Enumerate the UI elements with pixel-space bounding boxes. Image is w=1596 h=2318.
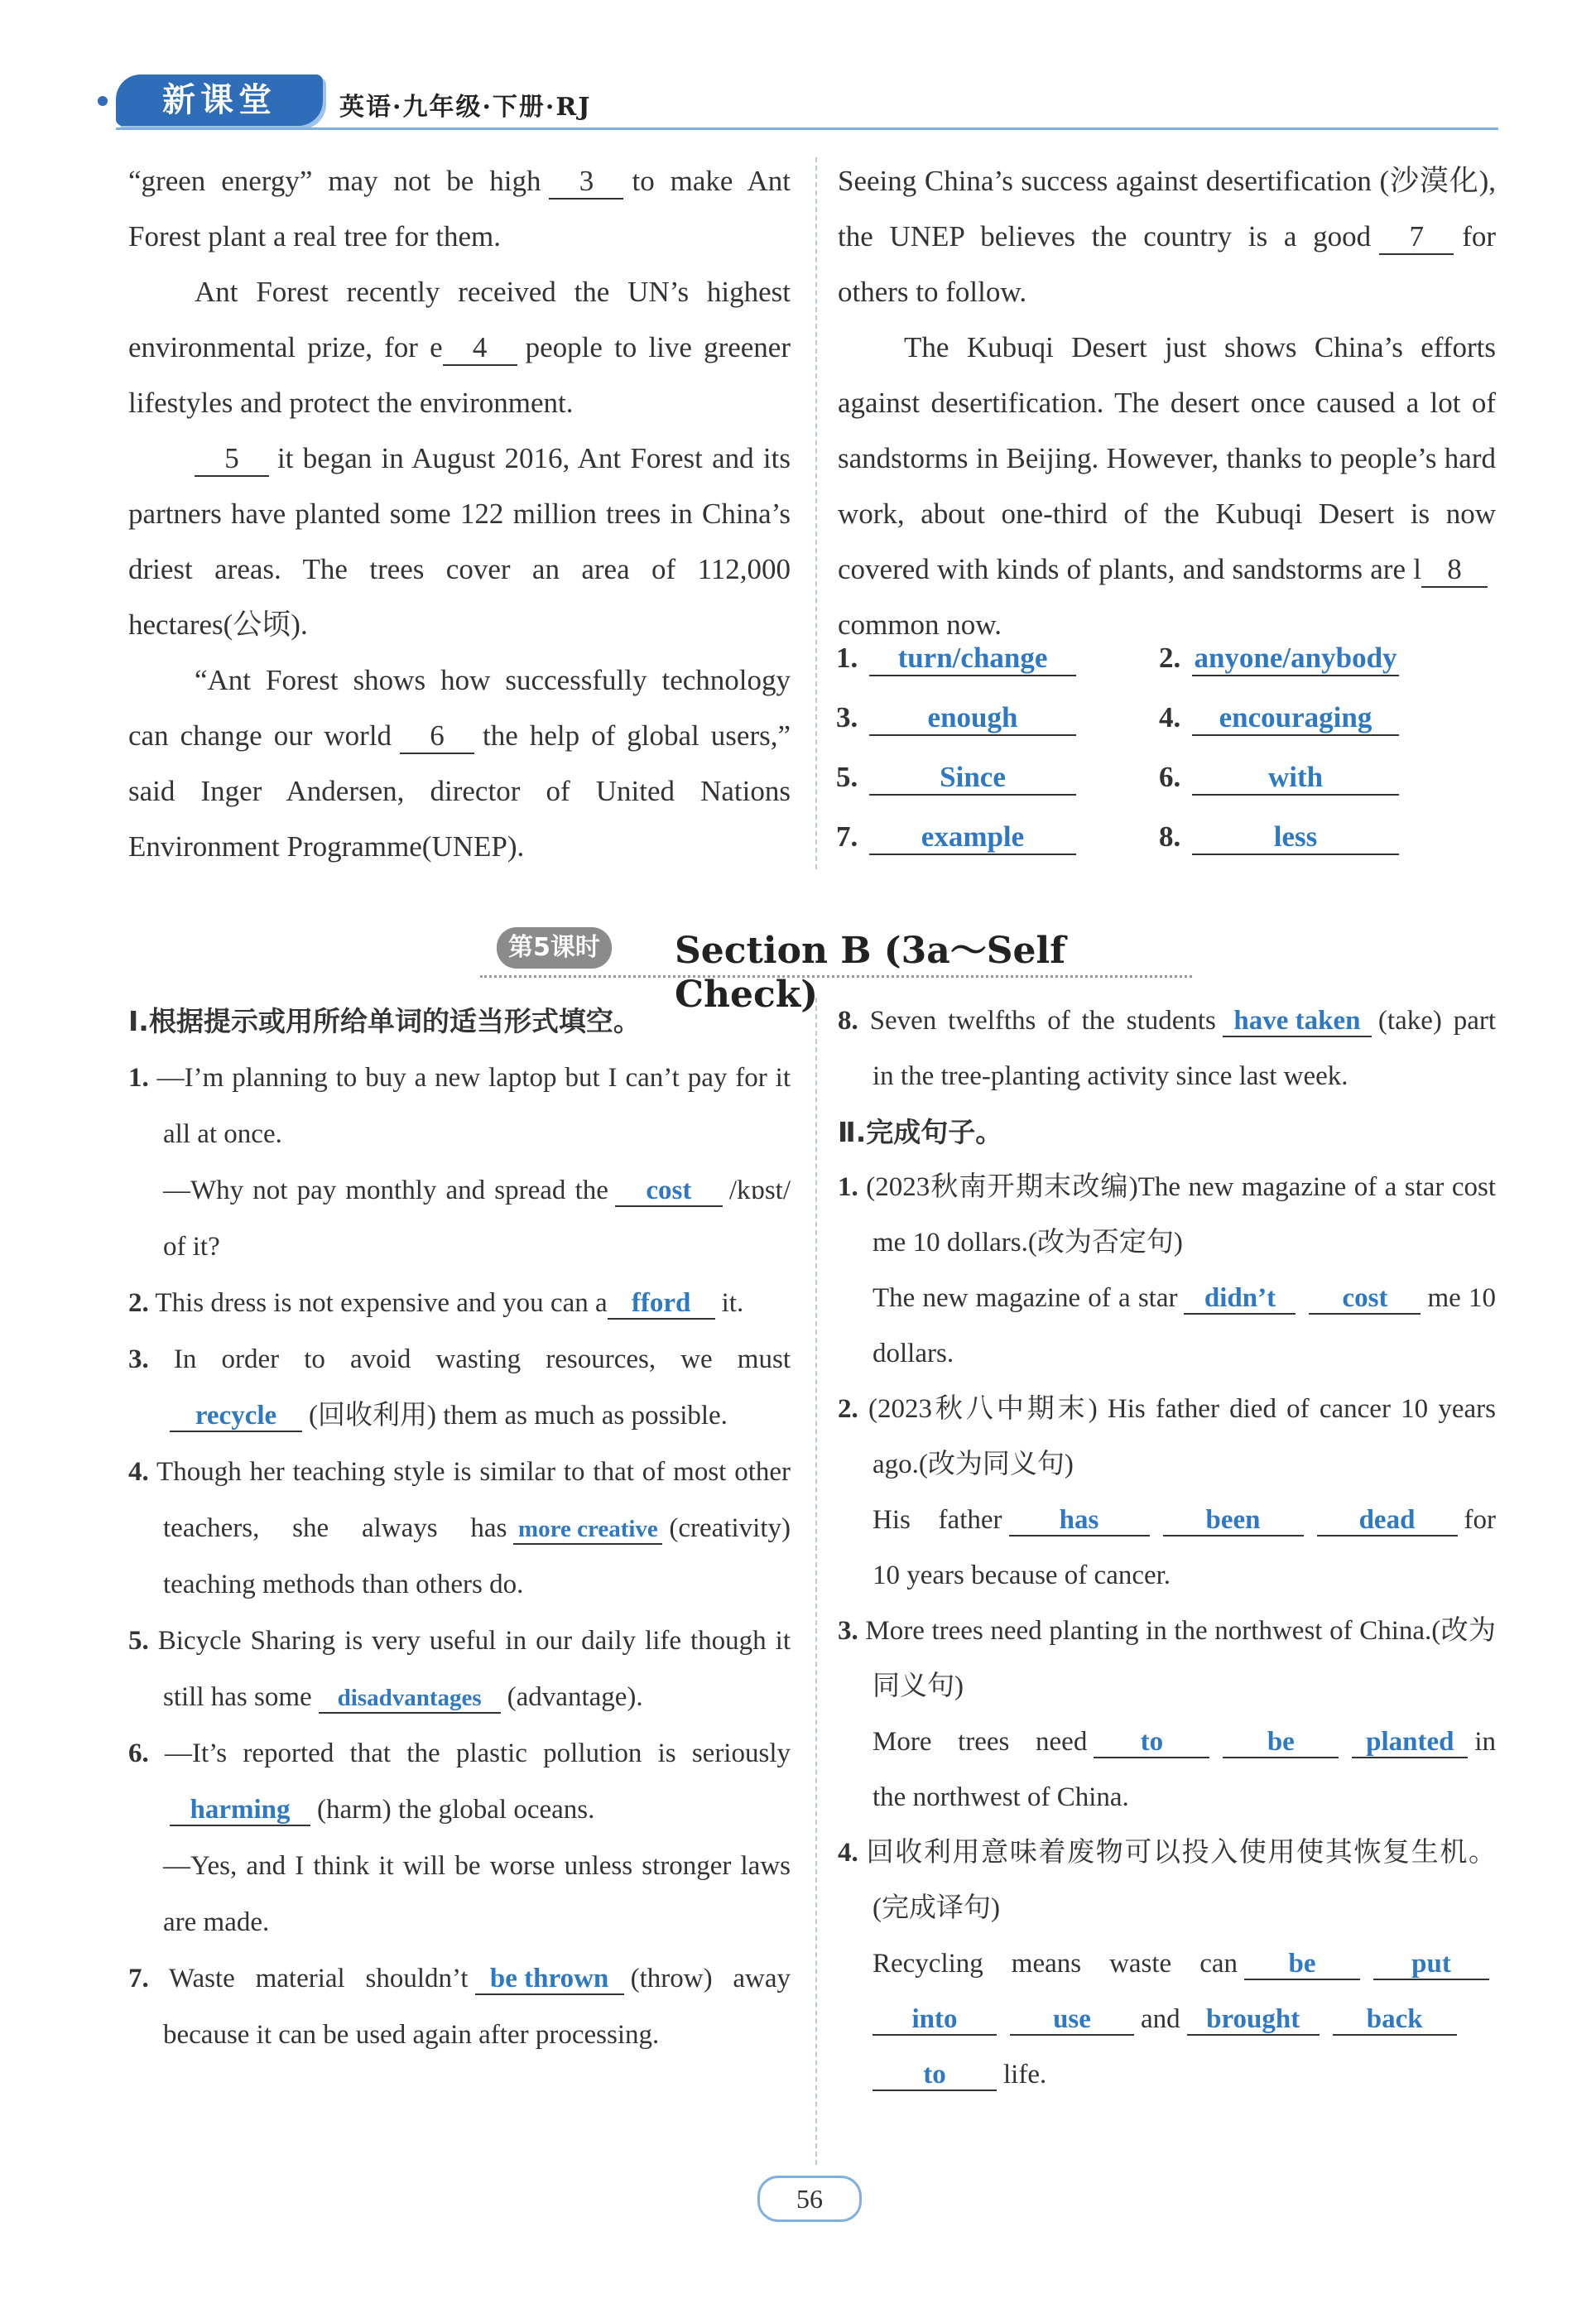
question-8 bbox=[838, 993, 1496, 1104]
answer-text: brought bbox=[1187, 2004, 1320, 2036]
answer-key-top bbox=[836, 642, 1498, 880]
text: to make Ant Forest plant a real tree for them. bbox=[128, 165, 791, 252]
question-5 bbox=[128, 1613, 791, 1725]
text: (2023秋南开期末改编)The new magazine of a star cost me 10 dollars.(改为否定句) bbox=[866, 1172, 1496, 1258]
question-1-reply bbox=[128, 1162, 791, 1275]
answer-row bbox=[836, 642, 1498, 701]
question-number: 3. bbox=[128, 1344, 149, 1374]
question-number: 4. bbox=[128, 1457, 149, 1487]
column-divider bbox=[815, 157, 817, 869]
column-divider bbox=[815, 998, 817, 2165]
sentence-1 bbox=[838, 1160, 1496, 1271]
text: —Why not pay monthly and spread the bbox=[163, 1176, 608, 1205]
answer-text: use bbox=[1010, 2004, 1134, 2036]
answer-number: 7. bbox=[836, 820, 858, 853]
answer-item bbox=[1159, 820, 1406, 855]
question-number: 1. bbox=[838, 1172, 858, 1202]
text: More trees need bbox=[873, 1727, 1088, 1757]
section-heading bbox=[480, 921, 1192, 1016]
question-3 bbox=[128, 1331, 791, 1444]
text: —I’m planning to buy a new laptop but I can’t pay for it all at once. bbox=[156, 1063, 791, 1149]
question-2 bbox=[128, 1275, 791, 1331]
answer-text: be bbox=[1223, 1727, 1339, 1758]
answer-text: disadvantages bbox=[319, 1686, 501, 1714]
text: The new magazine of a star bbox=[873, 1283, 1178, 1313]
answer-text: Since bbox=[869, 762, 1076, 796]
answer-text: be bbox=[1244, 1949, 1360, 1980]
text: Bicycle Sharing is very useful in our daily life though it still has some bbox=[157, 1626, 791, 1712]
passage-left bbox=[128, 153, 791, 874]
question-number: 6. bbox=[128, 1738, 149, 1768]
answer-text: harming bbox=[170, 1795, 310, 1826]
text: —It’s reported that the plastic pollution is seriously bbox=[164, 1738, 791, 1768]
answer-item bbox=[1159, 642, 1406, 676]
question-4 bbox=[128, 1444, 791, 1613]
question-number: 2. bbox=[128, 1288, 149, 1318]
answer-item bbox=[836, 761, 1083, 796]
text: for 10 years because of cancer. bbox=[873, 1505, 1496, 1590]
answer-item bbox=[836, 820, 1083, 855]
text: In order to avoid wasting resources, we must bbox=[173, 1344, 791, 1374]
answer-text: turn/change bbox=[869, 642, 1076, 676]
blank-5: 5 bbox=[195, 443, 269, 477]
text: —Yes, and I think it will be worse unless stronger laws are made. bbox=[163, 1851, 791, 1937]
answer-text: dead bbox=[1317, 1505, 1458, 1537]
answer-text: has bbox=[1009, 1505, 1150, 1537]
page-number: 56 bbox=[757, 2176, 862, 2222]
sentence-2 bbox=[838, 1382, 1496, 1493]
answer-text: enough bbox=[869, 702, 1076, 736]
text: Recycling means waste can bbox=[873, 1949, 1238, 1979]
text: for others to follow. bbox=[838, 220, 1496, 308]
answer-text: to bbox=[873, 2060, 997, 2091]
question-6 bbox=[128, 1725, 791, 1838]
part-two-heading: Ⅱ.完成句子。 bbox=[838, 1116, 1003, 1148]
text: “Ant Forest shows how successfully technology can change our world bbox=[128, 664, 791, 752]
answer-text: be thrown bbox=[475, 1964, 624, 1995]
answer-text: example bbox=[869, 821, 1076, 855]
answer-number: 3. bbox=[836, 701, 858, 733]
answer-text: planted bbox=[1352, 1727, 1468, 1758]
passage-left-p2 bbox=[128, 264, 791, 430]
sentence-2-answer bbox=[838, 1493, 1496, 1604]
answer-text: have taken bbox=[1223, 1006, 1372, 1037]
text: me 10 dollars. bbox=[873, 1283, 1496, 1368]
text: life. bbox=[1003, 2060, 1047, 2090]
text: This dress is not expensive and you can a bbox=[155, 1288, 608, 1318]
text: (take) part in the tree-planting activity since last week. bbox=[873, 1006, 1496, 1091]
answer-text: recycle bbox=[170, 1401, 302, 1432]
text: the help of global users,” said Inger Andersen, director of United Nations Environment Programme(UNEP). bbox=[128, 719, 791, 863]
question-number: 3. bbox=[838, 1616, 858, 1646]
answer-text: didn’t bbox=[1184, 1283, 1296, 1315]
text: it. bbox=[721, 1288, 744, 1318]
answer-number: 4. bbox=[1159, 701, 1181, 733]
answer-text: anyone/anybody bbox=[1192, 642, 1399, 676]
answer-text: with bbox=[1192, 762, 1399, 796]
sentence-1-answer bbox=[838, 1271, 1496, 1382]
text: (2023秋八中期末) His father died of cancer 10 years ago.(改为同义句) bbox=[868, 1394, 1496, 1479]
text: Ant Forest recently received the UN’s highest environmental prize, for e bbox=[128, 276, 791, 363]
answer-number: 5. bbox=[836, 761, 858, 793]
blank-8: 8 bbox=[1421, 554, 1488, 588]
question-number: 4. bbox=[838, 1838, 858, 1868]
text: and bbox=[1141, 2004, 1180, 2034]
answer-number: 1. bbox=[836, 642, 858, 674]
passage-left-p4 bbox=[128, 652, 791, 874]
answer-text: more creative bbox=[513, 1517, 662, 1545]
passage-right bbox=[838, 153, 1496, 652]
answer-text: encouraging bbox=[1192, 702, 1399, 736]
book-subtitle: 英语·九年级·下册·RJ bbox=[339, 93, 592, 122]
answer-number: 6. bbox=[1159, 761, 1181, 793]
answer-number: 8. bbox=[1159, 820, 1181, 853]
part-one bbox=[128, 993, 791, 2063]
header-rule bbox=[116, 127, 1498, 130]
answer-item bbox=[1159, 701, 1406, 736]
passage-left-p1 bbox=[128, 153, 791, 264]
blank-7: 7 bbox=[1379, 221, 1454, 255]
book-logo: 新课堂 bbox=[116, 75, 323, 126]
text: His father bbox=[873, 1505, 1002, 1535]
sentence-3-answer bbox=[838, 1714, 1496, 1825]
question-number: 1. bbox=[128, 1063, 149, 1093]
text: (harm) the global oceans. bbox=[317, 1795, 595, 1825]
answer-text: fford bbox=[608, 1288, 715, 1320]
text: common now. bbox=[838, 608, 1002, 641]
section-dotted-rule bbox=[480, 975, 1192, 978]
blank-4: 4 bbox=[443, 332, 517, 366]
text: “green energy” may not be high bbox=[128, 165, 541, 197]
question-number: 5. bbox=[128, 1626, 149, 1656]
text: /kɒst/ of it? bbox=[163, 1176, 791, 1262]
sentence-4-answer bbox=[838, 1936, 1496, 2103]
answer-item bbox=[836, 642, 1083, 676]
part-one-heading: Ⅰ.根据提示或用所给单词的适当形式填空。 bbox=[128, 1005, 641, 1037]
text: 回收利用意味着废物可以投入使用使其恢复生机。(完成译句) bbox=[866, 1838, 1497, 1923]
passage-right-p2 bbox=[838, 320, 1496, 652]
blank-6: 6 bbox=[400, 720, 474, 754]
text: (throw) away because it can be used again after processing. bbox=[163, 1964, 791, 2050]
passage-right-p1 bbox=[838, 153, 1496, 320]
passage-left-p3 bbox=[128, 430, 791, 652]
answer-item bbox=[1159, 761, 1406, 796]
blank-3: 3 bbox=[549, 166, 623, 200]
text: The Kubuqi Desert just shows China’s efforts against desertification. The desert once caused a lot of sandstorms in Beijing. However, thanks to people’s hard work, about one-third of the Kubuqi Desert is now covered with kinds of plants, and sandstorms are l bbox=[838, 331, 1496, 585]
question-number: 7. bbox=[128, 1964, 149, 1993]
part-two-column bbox=[838, 993, 1496, 2103]
text: it began in August 2016, Ant Forest and its partners have planted some 122 million trees in China’s driest areas. The trees cover an area of 112,000 hectares(公顷). bbox=[128, 442, 791, 641]
sentence-3 bbox=[838, 1604, 1496, 1714]
text: Seeing China’s success against desertification (沙漠化), the UNEP believes the country is a good bbox=[838, 165, 1496, 252]
answer-text: to bbox=[1094, 1727, 1209, 1758]
answer-row bbox=[836, 820, 1498, 880]
answer-text: less bbox=[1192, 821, 1399, 855]
page-header bbox=[116, 65, 1498, 131]
sentence-4 bbox=[838, 1825, 1496, 1936]
text: (creativity) teaching methods than others do. bbox=[163, 1513, 791, 1599]
text: Waste material shouldn’t bbox=[168, 1964, 469, 1993]
answer-text: back bbox=[1333, 2004, 1457, 2036]
answer-text: cost bbox=[615, 1176, 723, 1207]
question-number: 2. bbox=[838, 1394, 858, 1424]
text: in the northwest of China. bbox=[873, 1727, 1496, 1812]
answer-number: 2. bbox=[1159, 642, 1181, 674]
answer-text: been bbox=[1163, 1505, 1304, 1537]
question-number: 8. bbox=[838, 1006, 858, 1036]
answer-row bbox=[836, 761, 1498, 820]
section-title: Section B (3a～Self Check) bbox=[675, 930, 1066, 1016]
answer-text: put bbox=[1373, 1949, 1489, 1980]
text: (回收利用) them as much as possible. bbox=[309, 1401, 728, 1431]
answer-text: cost bbox=[1309, 1283, 1421, 1315]
answer-row bbox=[836, 701, 1498, 761]
text: Though her teaching style is similar to that of most other teachers, she always has bbox=[156, 1457, 791, 1543]
question-1 bbox=[128, 1050, 791, 1162]
question-6-reply bbox=[128, 1838, 791, 1950]
header-dot bbox=[98, 96, 108, 106]
text: More trees need planting in the northwest of China.(改为同义句) bbox=[865, 1616, 1497, 1701]
text: people to live greener lifestyles and protect the environment. bbox=[128, 331, 791, 419]
lesson-badge: 第5课时 bbox=[497, 927, 612, 969]
answer-text: into bbox=[873, 2004, 997, 2036]
text: (advantage). bbox=[507, 1682, 643, 1712]
text: Seven twelfths of the students bbox=[869, 1006, 1216, 1036]
answer-item bbox=[836, 701, 1083, 736]
question-7 bbox=[128, 1950, 791, 2063]
